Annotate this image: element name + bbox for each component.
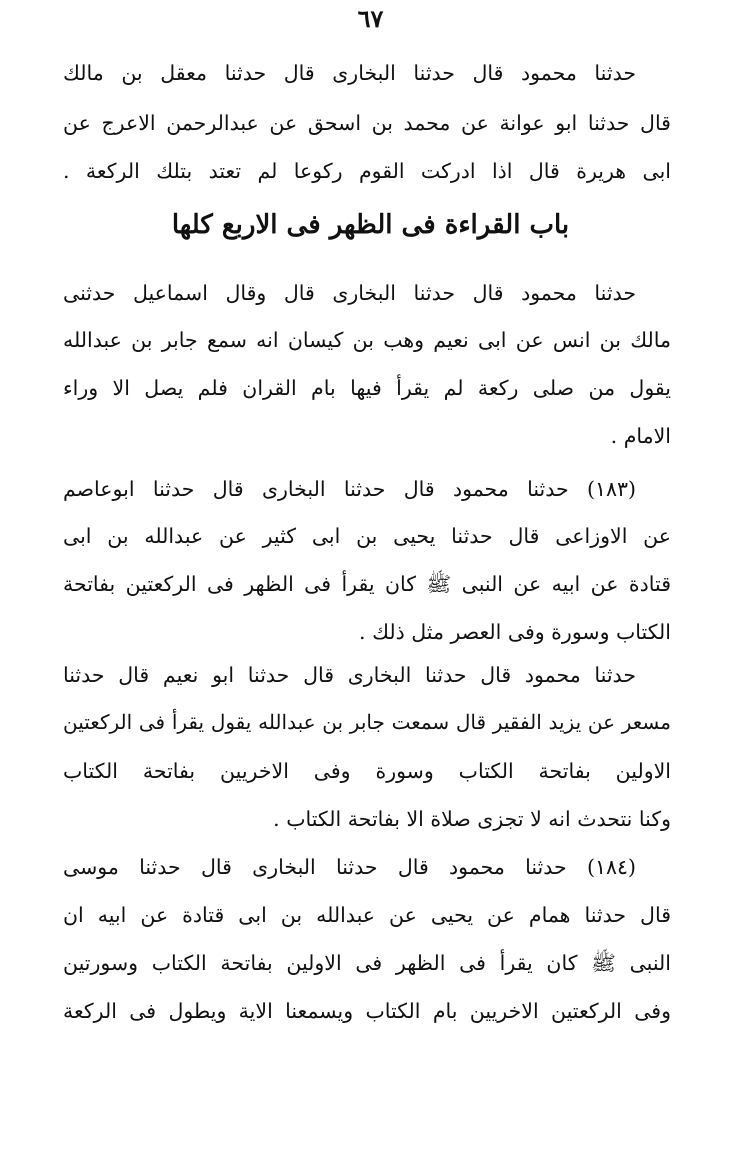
paragraph-3-line-2: عن الاوزاعى قال حدثنا يحيى بن ابى كثير عن عبدالله بن ابى (63, 524, 671, 548)
paragraph-5-line-2: قال حدثنا همام عن يحيى عن عبدالله بن ابى قتادة عن ابيه ان (63, 903, 671, 927)
paragraph-3-line-1: (١٨٣) حدثنا محمود قال حدثنا البخارى قال حدثنا ابوعاصم (63, 477, 636, 501)
paragraph-4-line-2: مسعر عن يزيد الفقير قال سمعت جابر بن عبدالله يقول يقرأ فى الركعتين (63, 710, 671, 734)
paragraph-1-line-1: حدثنا محمود قال حدثنا البخارى قال حدثنا معقل بن مالك (63, 61, 636, 85)
paragraph-3-line-4: الكتاب وسورة وفى العصر مثل ذلك . (359, 620, 671, 644)
paragraph-4-line-4: وكنا نتحدث انه لا تجزى صلاة الا بفاتحة الكتاب . (273, 807, 671, 831)
paragraph-2-line-4: الامام . (610, 424, 671, 448)
section-heading: باب القراءة فى الظهر فى الاربع كلها (171, 210, 570, 240)
paragraph-5-line-4: وفى الركعتين الاخريين بام الكتاب ويسمعنا الاية ويطول فى الركعة (63, 999, 671, 1023)
page-number: ٦٧ (357, 4, 384, 33)
paragraph-2-line-1: حدثنا محمود قال حدثنا البخارى قال وقال اسماعيل حدثنى (63, 281, 636, 305)
paragraph-2-line-3: يقول من صلى ركعة لم يقرأ فيها بام القران فلم يصل الا وراء (63, 376, 671, 400)
paragraph-5-line-3: النبى ﷺ كان يقرأ فى الظهر فى الاولين بفاتحة الكتاب وسورتين (63, 951, 671, 975)
paragraph-3-line-3: قتادة عن ابيه عن النبى ﷺ كان يقرأ فى الظهر فى الركعتين بفاتحة (63, 572, 671, 596)
paragraph-4-line-1: حدثنا محمود قال حدثنا البخارى قال حدثنا ابو نعيم قال حدثنا (63, 663, 636, 687)
paragraph-2-line-2: مالك بن انس عن ابى نعيم وهب بن كيسان انه سمع جابر بن عبدالله (63, 328, 671, 352)
paragraph-5-line-1: (١٨٤) حدثنا محمود قال حدثنا البخارى قال حدثنا موسى (63, 855, 636, 879)
paragraph-1-line-2: قال حدثنا ابو عوانة عن محمد بن اسحق عن عبدالرحمن الاعرج عن (63, 111, 671, 135)
paragraph-4-line-3: الاولين بفاتحة الكتاب وسورة وفى الاخريين بفاتحة الكتاب (63, 759, 671, 783)
paragraph-1-line-3: ابى هريرة قال اذا ادركت القوم ركوعا لم تعتد بتلك الركعة . (63, 159, 671, 183)
